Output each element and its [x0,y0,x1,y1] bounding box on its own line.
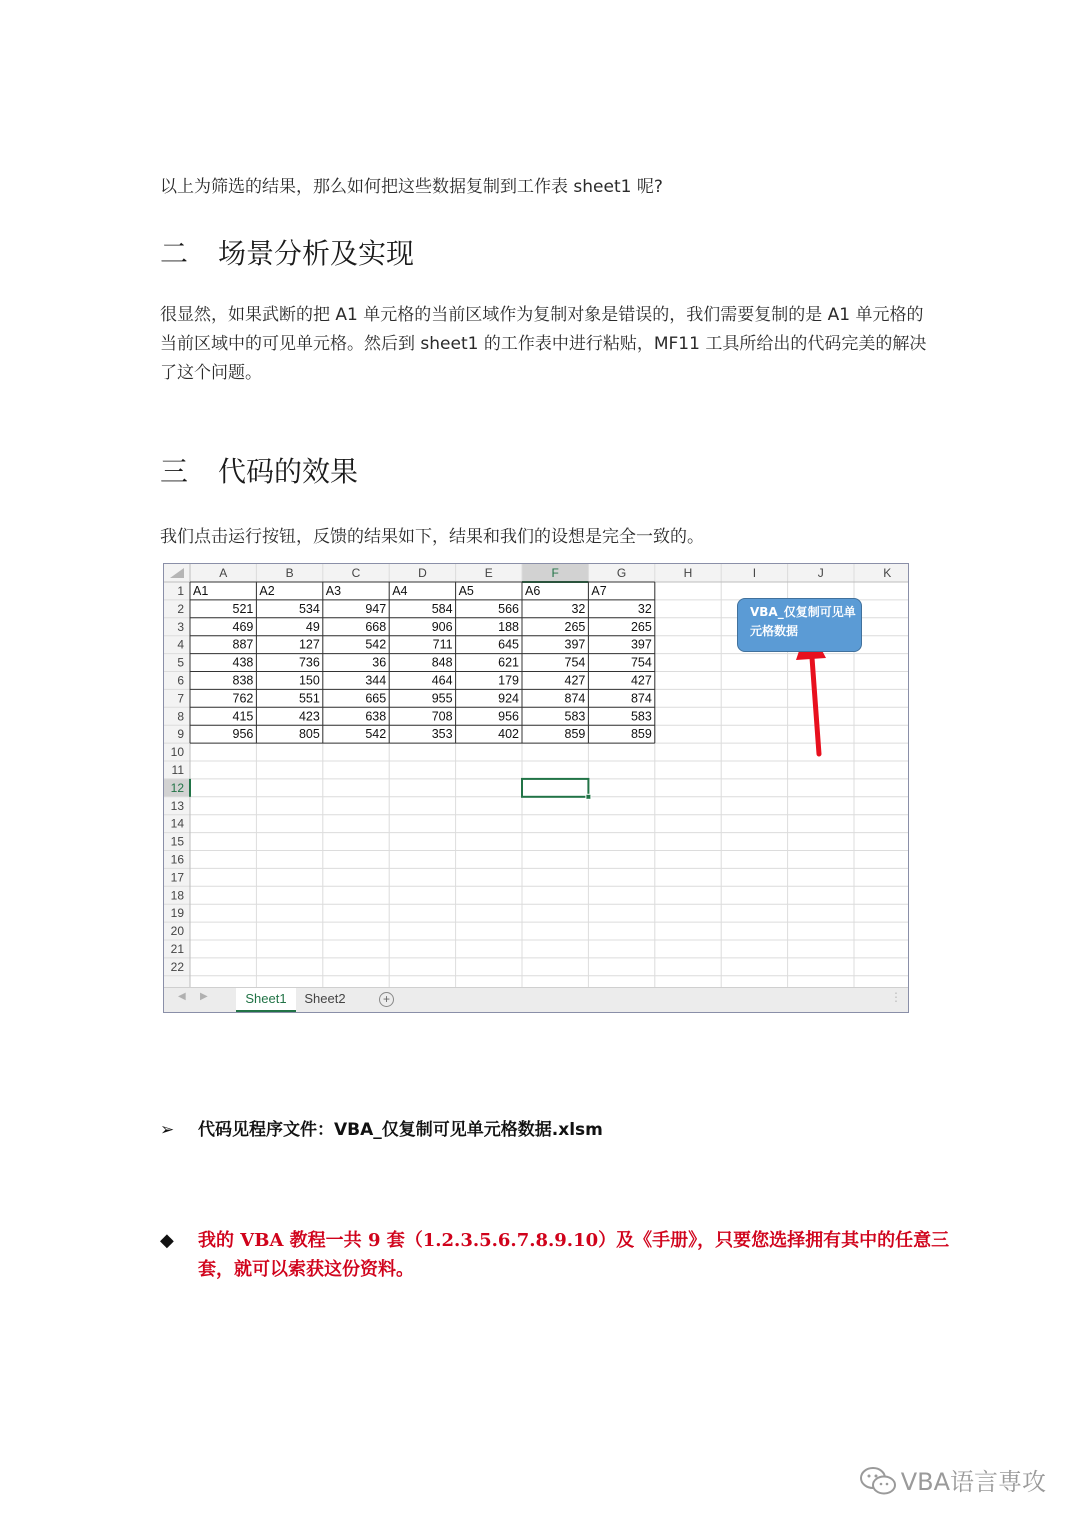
column-header: I [752,566,757,580]
row-number: 4 [177,637,184,652]
table-cell: 956 [498,709,519,724]
table-cell: 736 [298,655,320,670]
table-cell: 754 [630,655,652,670]
table-cell: 32 [571,601,586,616]
table-cell: 924 [498,691,519,706]
sheet-tab-bar [164,987,908,1013]
table-cell: 265 [630,619,652,634]
row-number: 6 [177,673,184,688]
table-cell: 848 [431,655,453,670]
table-header-cell: A4 [392,584,408,598]
column-header: A [219,566,228,580]
table-cell: 859 [564,727,586,742]
table-cell: 265 [564,619,586,634]
column-header: D [418,566,427,580]
section-number: 二 [160,237,189,270]
table-cell: 542 [365,637,387,652]
table-header-cell: A6 [525,584,541,598]
table-cell: 415 [232,709,254,724]
section-3-body: 我们点击运行按钮，反馈的结果如下，结果和我们的设想是完全一致的。 [160,527,704,547]
tutorial-note-text: 我的 VBA 教程一共 9 套（1.2.3.5.6.7.8.9.10）及《手册》，只要您选择拥有其中的任意三套，就可以索获这份资料。 [198,1230,950,1280]
row-number: 7 [177,691,184,706]
column-header: C [351,566,361,580]
row-number: 12 [170,780,184,795]
table-cell: 874 [630,691,652,706]
table-cell: 947 [365,601,387,616]
table-cell: 665 [365,691,387,706]
table-cell: 638 [365,709,387,724]
table-header-cell: A3 [325,584,342,598]
column-header: F [551,566,559,580]
table-cell: 402 [498,727,519,742]
row-number: 13 [170,798,184,813]
row-number: 16 [170,852,184,867]
table-header-cell: A7 [591,584,607,598]
tab-sheet2[interactable]: Sheet2 [304,991,346,1006]
table-cell: 397 [564,637,586,652]
table-cell: 353 [431,727,453,742]
table-cell: 36 [372,655,387,670]
table-header-cell: A2 [259,584,275,598]
table-cell: 150 [298,673,320,688]
row-number: 8 [177,709,184,724]
table-cell: 754 [564,655,586,670]
row-number: 21 [170,942,184,956]
table-cell: 542 [365,727,387,742]
code-file-text: 代码见程序文件：VBA_仅复制可见单元格数据.xlsm [198,1120,603,1140]
table-cell: 344 [365,673,387,688]
fill-handle-icon [586,794,591,799]
section-heading-2 [160,232,414,272]
table-cell: 423 [298,709,320,724]
row-number: 17 [170,870,184,885]
table-cell: 534 [298,601,320,616]
watermark-text: VBA语言専攻 [900,1468,1046,1496]
row-number: 1 [177,584,184,598]
tab-sheet1[interactable]: Sheet1 [236,988,296,1012]
table-cell: 955 [431,691,453,706]
section-title: 代码的效果 [218,455,359,488]
column-header: B [285,566,294,580]
column-header: K [883,566,892,580]
table-cell: 621 [498,655,519,670]
tutorial-note [160,1226,950,1284]
section-heading-3 [160,450,358,490]
table-cell: 805 [298,727,320,742]
section-number: 三 [160,455,189,488]
table-header-cell: A5 [458,584,474,598]
table-cell: 645 [498,637,519,652]
table-cell: 427 [630,673,652,688]
table-cell: 188 [498,619,519,634]
table-cell: 32 [637,601,652,616]
wechat-icon [859,1466,897,1496]
column-header: J [817,566,824,580]
table-cell: 584 [431,601,453,616]
prev-sheet-icon[interactable]: ◀ [178,991,186,1002]
section-2-body: 很显然，如果武断的把 A1 单元格的当前区域作为复制对象是错误的，我们需要复制的是 A1 单元格的当前区域中的可见单元格。然后到 sheet1 的工作表中进行粘贴，MF11 工具所给出的代码完美的解决了这个问题。 [160,305,927,383]
table-cell: 887 [232,637,254,652]
table-cell: 583 [564,709,586,724]
next-sheet-icon[interactable]: ▶ [200,991,208,1002]
row-number: 20 [170,924,184,939]
table-cell: 438 [232,655,254,670]
table-cell: 906 [431,619,453,634]
table-cell: 179 [498,673,519,688]
intro-text: 以上为筛选的结果，那么如何把这些数据复制到工作表 sheet1 呢? [160,177,663,197]
table-cell: 711 [432,637,453,652]
row-number: 10 [170,745,184,760]
spreadsheet-screenshot [163,563,909,1013]
code-file-bullet [160,1115,603,1140]
table-cell: 469 [232,619,254,634]
arrow-bullet-icon: ➢ [160,1120,175,1140]
watermark [859,1462,1046,1497]
row-number: 14 [170,816,184,831]
table-cell: 874 [564,691,586,706]
active-cell [522,779,588,797]
tab-splitter-icon[interactable]: ⋮ [890,990,902,1004]
table-cell: 838 [232,673,254,688]
add-sheet-icon[interactable]: + [379,992,394,1007]
section-title: 场景分析及实现 [218,237,415,270]
table-cell: 427 [564,673,586,688]
table-cell: 127 [298,637,320,652]
row-number: 9 [177,727,184,742]
table-cell: 397 [630,637,652,652]
column-header: G [616,566,627,580]
column-header: H [683,566,693,580]
row-number: 5 [177,655,184,670]
table-cell: 956 [232,727,254,742]
table-cell: 762 [232,691,254,706]
copy-visible-cells-button[interactable]: VBA_仅复制可见单元格数据 [737,598,862,652]
table-cell: 566 [498,601,519,616]
table-cell: 859 [630,727,652,742]
row-number: 18 [170,888,184,903]
table-cell: 668 [365,619,387,634]
table-cell: 49 [305,619,320,634]
row-number: 2 [177,601,184,616]
table-header-cell: A1 [193,584,209,598]
row-number: 11 [171,763,184,777]
column-header: E [484,566,493,580]
diamond-bullet-icon: ◆ [160,1230,174,1251]
annotation-arrow [811,644,819,754]
table-cell: 521 [232,601,254,616]
table-cell: 583 [630,709,652,724]
table-cell: 464 [431,673,453,688]
row-number: 3 [177,619,184,634]
row-number: 22 [170,959,184,974]
row-number: 15 [170,834,184,849]
table-cell: 551 [298,691,320,706]
row-number: 19 [170,906,184,921]
table-cell: 708 [431,709,453,724]
